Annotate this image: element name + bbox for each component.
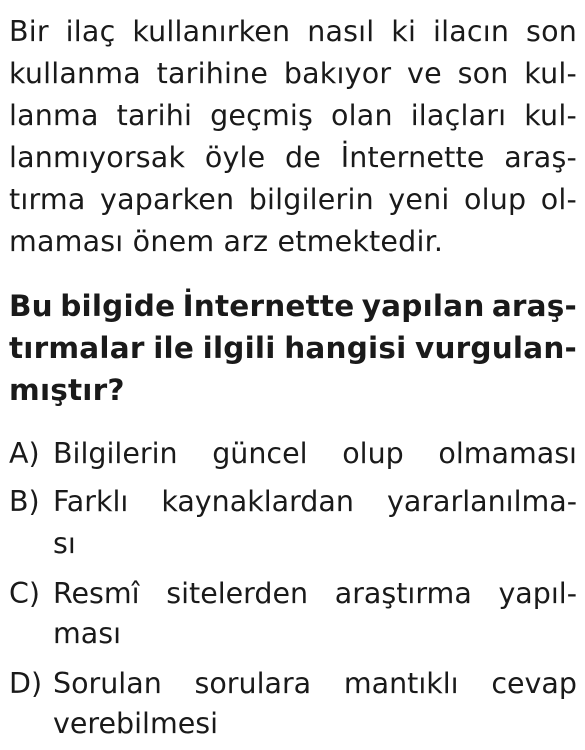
passage-line <box>9 54 577 94</box>
word: kullanma <box>9 57 141 90</box>
word: sorulara <box>194 667 312 700</box>
word: bakıyor <box>283 57 392 90</box>
word: araştırma <box>334 577 472 610</box>
word: ilaçları <box>410 99 507 132</box>
word: ki <box>391 15 417 48</box>
passage-line <box>9 138 577 178</box>
word: maması önem arz etmektedir. <box>9 225 444 258</box>
option-letter: C) <box>9 577 41 610</box>
word: yapılan <box>361 289 485 323</box>
word: kullanırken <box>132 15 291 48</box>
word: sitelerden <box>166 577 309 610</box>
word: Bilgilerin <box>53 437 178 470</box>
question-line <box>9 328 577 368</box>
word: güncel <box>212 437 308 470</box>
passage-line <box>9 96 577 136</box>
option-text <box>53 434 577 474</box>
word: kul- <box>524 99 577 132</box>
word: yaparken <box>100 183 235 216</box>
word: tırma <box>9 183 86 216</box>
passage-line <box>9 12 577 52</box>
word: olmaması <box>438 437 577 470</box>
word: Farklı <box>53 485 129 518</box>
word: hangisi <box>284 331 407 365</box>
word: bilgide <box>60 289 176 323</box>
option-letter: B) <box>9 485 40 518</box>
option-b-continuation: sı <box>53 527 76 560</box>
word: İnternette <box>182 289 355 323</box>
word: olup <box>342 437 404 470</box>
word: son <box>457 57 509 90</box>
word: İnternette <box>340 141 485 174</box>
word: yararlanılma- <box>386 485 577 518</box>
word: mıştır? <box>9 373 125 407</box>
word: araş- <box>504 141 577 174</box>
word: lanma <box>9 99 99 132</box>
option-c-continuation: ması <box>53 617 121 650</box>
option-d[interactable] <box>9 664 577 704</box>
word: kul- <box>524 57 577 90</box>
word: öyle <box>204 141 266 174</box>
option-text <box>53 574 577 614</box>
option-letter: D) <box>9 667 43 700</box>
word: Resmî <box>53 577 140 610</box>
word: ol- <box>540 183 577 216</box>
word: yeni <box>388 183 450 216</box>
word: ile <box>153 331 195 365</box>
word: tarihine <box>156 57 269 90</box>
word: araş- <box>491 289 577 323</box>
word: de <box>285 141 322 174</box>
word: olan <box>331 99 393 132</box>
word: cevap <box>491 667 577 700</box>
word: olup <box>463 183 527 216</box>
word: son <box>526 15 577 48</box>
word: ilgili <box>202 331 276 365</box>
word: kaynaklardan <box>161 485 354 518</box>
question-line <box>9 286 577 326</box>
word: ve <box>407 57 442 90</box>
option-letter: A) <box>9 437 40 470</box>
option-b[interactable] <box>9 482 577 522</box>
option-c[interactable] <box>9 574 577 614</box>
word: Bu <box>9 289 53 323</box>
passage-line-last <box>9 222 443 262</box>
word: yapıl- <box>498 577 577 610</box>
option-a[interactable] <box>9 434 577 474</box>
option-d-continuation: verebilmesi <box>53 707 219 740</box>
word: geçmiş <box>210 99 314 132</box>
word: mantıklı <box>343 667 459 700</box>
word: nasıl <box>307 15 375 48</box>
word: vurgulan- <box>415 331 577 365</box>
word: tırmalar <box>9 331 145 365</box>
word: tarihi <box>116 99 193 132</box>
option-text <box>53 664 577 704</box>
option-text <box>53 482 577 522</box>
word: lanmıyorsak <box>9 141 186 174</box>
word: bilgilerin <box>248 183 374 216</box>
word: ilaç <box>65 15 116 48</box>
passage-line <box>9 180 577 220</box>
question-line-last <box>9 370 125 410</box>
word: Sorulan <box>53 667 162 700</box>
word: ilacın <box>432 15 510 48</box>
word: Bir <box>9 15 49 48</box>
